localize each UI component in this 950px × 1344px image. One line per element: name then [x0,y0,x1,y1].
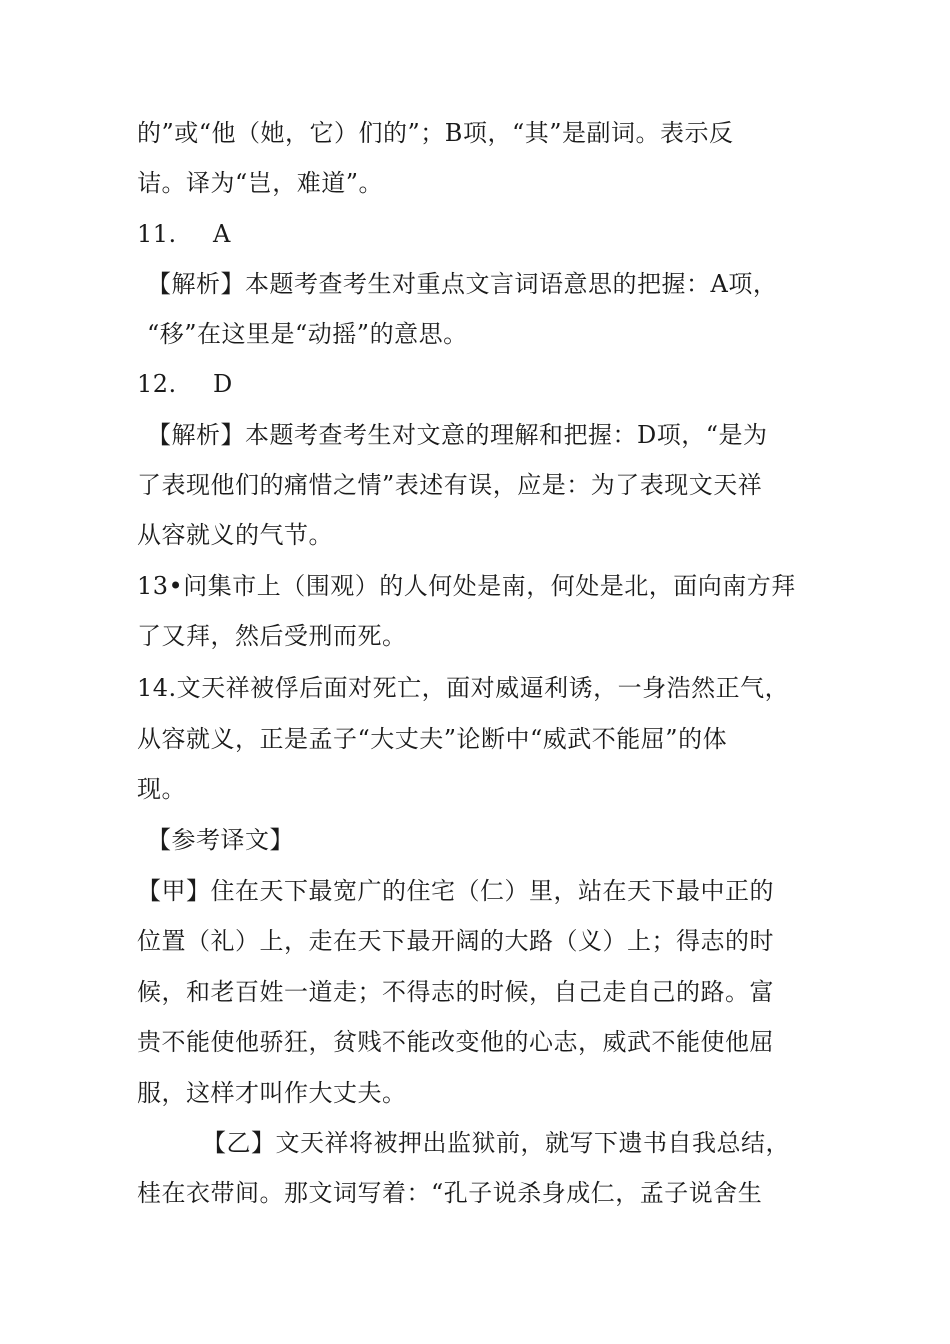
text-line-2: 诘。译为“岂，难道”。 [137,169,384,197]
text-line-5: “移”在这里是“动摇”的意思。 [147,320,468,348]
text-line-17: 位置（礼）上，走在天下最开阔的大路（义）上；得志的时 [137,927,774,955]
text-line-4: 【解析】本题考查考生对重点文言词语意思的把握：A项， [147,270,778,298]
answer-11: A [213,220,231,248]
question-number-12: 12. [137,370,177,398]
question-12-answer-line [137,369,233,399]
answer-12: D [213,370,233,398]
text-line-12: 14.文天祥被俘后面对死亡，面对威逼利诱，一身浩然正气， [137,674,790,702]
text-line-19: 贵不能使他骄狂，贫贱不能改变他的心志，威武不能使他屈 [137,1028,774,1056]
text-line-22: 桂在衣带间。那文词写着：“孔子说杀身成仁，孟子说舍生 [137,1179,763,1207]
text-line-7: 【解析】本题考查考生对文意的理解和把握：D项，“是为 [147,421,768,449]
text-line-14: 现。 [137,775,186,803]
text-line-16: 【甲】住在天下最宽广的住宅（仁）里，站在天下最中正的 [137,877,774,905]
text-line-13: 从容就义，正是孟子“大丈夫”论断中“威武不能屈”的体 [137,725,728,753]
text-line-1: 的”或“他（她，它）们的”；B项，“其”是副词。表示反 [137,119,734,147]
text-line-18: 候，和老百姓一道走；不得志的时候，自己走自己的路。富 [137,978,774,1006]
text-line-10: 13•问集市上（围观）的人何处是南，何处是北，面向南方拜 [137,572,796,600]
text-line-9: 从容就义的气节。 [137,521,333,549]
text-line-8: 了表现他们的痛惜之情”表述有误，应是：为了表现文天祥 [137,471,763,499]
text-line-20: 服，这样才叫作大丈夫。 [137,1079,407,1107]
text-line-21: 【乙】文天祥将被押出监狱前，就写下遗书自我总结， [202,1129,790,1157]
question-number-11: 11. [137,220,177,248]
section-heading-translation: 【参考译文】 [147,826,294,854]
text-line-11: 了又拜，然后受刑而死。 [137,622,407,650]
question-11-answer-line [137,219,231,249]
